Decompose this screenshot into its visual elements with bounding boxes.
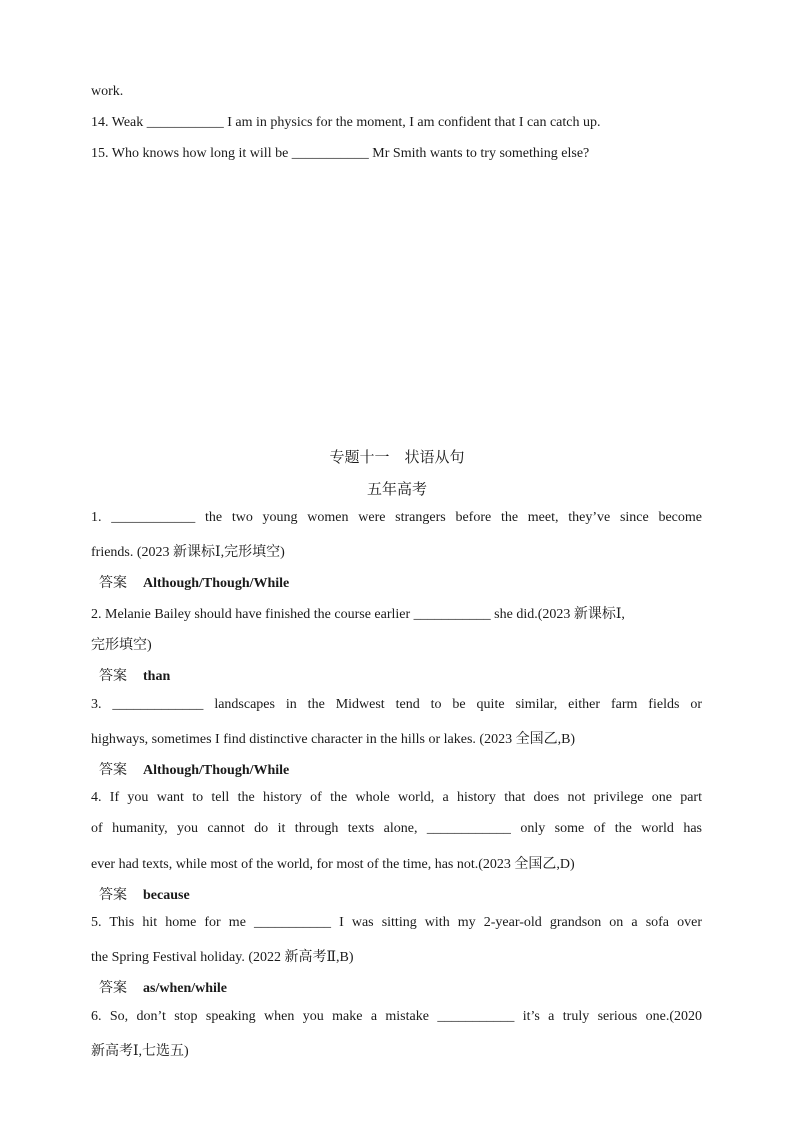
answer-5: [99, 977, 227, 997]
question-4-line-3: ever had texts, while most of the world, for most of the time, has not.(2023 全国乙,D): [91, 857, 575, 872]
answer-value: because: [143, 888, 190, 903]
answer-value: as/when/while: [143, 981, 228, 996]
section-title: 专题十一 状语从句: [329, 450, 465, 466]
answer-label: 答案: [99, 576, 127, 591]
answer-value: Although/Though/While: [143, 763, 290, 778]
question-2-line-2: 完形填空): [91, 638, 152, 653]
question-4-line-1: 4. If you want to tell the history of the whole world, a history that does not privilege one part: [91, 790, 702, 805]
answer-label: 答案: [99, 981, 127, 996]
question-1-line-2: friends. (2023 新课标Ⅰ,完形填空): [91, 545, 285, 560]
answer-label: 答案: [99, 888, 127, 903]
answer-2: [99, 665, 170, 685]
question-14: 14. Weak ___________ I am in physics for the moment, I am confident that I can catch up.: [91, 115, 601, 130]
answer-1: [99, 572, 289, 592]
question-3-line-2: highways, sometimes I find distinctive character in the hills or lakes. (2023 全国乙,B): [91, 732, 576, 747]
question-15: 15. Who knows how long it will be ___________ Mr Smith wants to try something else?: [91, 146, 590, 161]
answer-label: 答案: [99, 763, 127, 778]
question-2-line-1: 2. Melanie Bailey should have finished the course earlier ___________ she did.(2023 新课标Ⅰ,: [91, 607, 625, 622]
section-subtitle: 五年高考: [366, 482, 427, 498]
question-5-line-2: the Spring Festival holiday. (2022 新高考Ⅱ,B): [91, 950, 354, 965]
question-3-line-1: 3. _____________ landscapes in the Midwest tend to be quite similar, either farm fields or: [91, 697, 702, 712]
answer-label: 答案: [99, 669, 127, 684]
answer-value: than: [143, 669, 171, 684]
text-line-work: work.: [91, 84, 124, 99]
answer-value: Although/Though/While: [143, 576, 290, 591]
answer-4: [99, 884, 190, 904]
question-4-line-2: of humanity, you cannot do it through texts alone, ____________ only some of the world has: [91, 821, 702, 836]
question-1-line-1: 1. ____________ the two young women were strangers before the meet, they’ve since become: [91, 510, 702, 525]
answer-3: [99, 759, 289, 779]
question-5-line-1: 5. This hit home for me ___________ I was sitting with my 2-year-old grandson on a sofa over: [91, 915, 702, 930]
question-6-line-1: 6. So, don’t stop speaking when you make a mistake ___________ it’s a truly serious one.(2020: [91, 1009, 702, 1024]
question-6-line-2: 新高考Ⅰ,七选五): [91, 1044, 189, 1059]
